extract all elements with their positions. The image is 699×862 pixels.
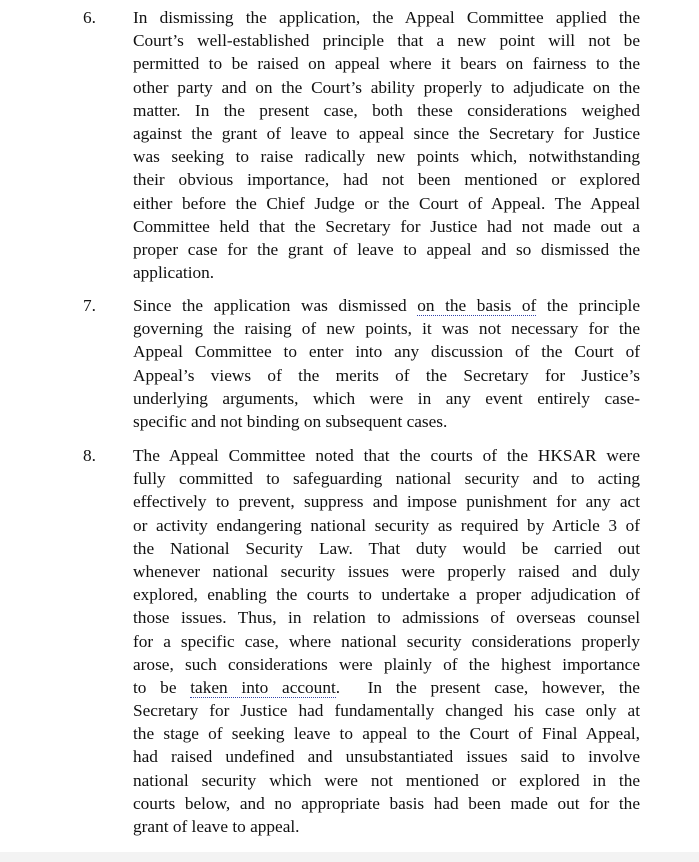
text-line: for a specific case, where national security considerations properly bbox=[133, 631, 640, 651]
text-line: other party and on the Court’s ability properly to adjudicate on the bbox=[133, 77, 640, 97]
text-run: to be bbox=[133, 677, 191, 697]
paragraph-number: 8. bbox=[83, 446, 96, 465]
text-line bbox=[133, 294, 640, 317]
text-line: governing the raising of new points, it was not necessary for the bbox=[133, 319, 640, 339]
text-line: grant of leave to appeal. bbox=[133, 817, 300, 836]
text-line: Secretary for Justice had fundamentally changed his case only at bbox=[133, 701, 640, 721]
proofing-marked-phrase[interactable]: taken into account bbox=[190, 677, 336, 697]
text-line: courts below, and no appropriate basis had been made out for the bbox=[133, 793, 640, 813]
text-line bbox=[133, 676, 640, 699]
text-line: whenever national security issues were properly raised and duly bbox=[133, 561, 640, 581]
text-line: In dismissing the application, the Appeal Committee applied the bbox=[133, 8, 640, 27]
text-line: underlying arguments, which were in any event entirely case- bbox=[133, 388, 640, 408]
text-line: proper case for the grant of leave to appeal and so dismissed the bbox=[133, 239, 640, 259]
text-line: or activity endangering national security as required by Article 3 of bbox=[133, 515, 640, 535]
text-line: Committee held that the Secretary for Justice had not made out a bbox=[133, 216, 640, 236]
text-line: Court’s well-established principle that a new point will not be bbox=[133, 31, 640, 51]
text-line: national security which were not mentioned or explored in the bbox=[133, 770, 640, 790]
text-line: Appeal Committee to enter into any discussion of the Court of bbox=[133, 342, 640, 362]
text-line: the stage of seeking leave to appeal to the Court of Final Appeal, bbox=[133, 724, 640, 744]
proofing-marked-phrase[interactable]: on the basis of bbox=[417, 296, 537, 315]
paragraph-body bbox=[133, 444, 640, 838]
text-line: their obvious importance, had not been mentioned or explored bbox=[133, 170, 640, 190]
text-run: . In the present case, however, the bbox=[335, 677, 640, 697]
text-line: the National Security Law. That duty would be carried out bbox=[133, 538, 640, 558]
text-line: either before the Chief Judge or the Court of Appeal. The Appeal bbox=[133, 193, 640, 213]
paragraph-number: 6. bbox=[83, 8, 96, 27]
page-bottom-edge bbox=[0, 852, 699, 862]
paragraph-body bbox=[133, 294, 640, 433]
text-line: explored, enabling the courts to undertake a proper adjudication of bbox=[133, 585, 640, 605]
text-line: was seeking to raise radically new points which, notwithstanding bbox=[133, 147, 640, 167]
paragraph-body bbox=[133, 6, 640, 284]
paragraph-number: 7. bbox=[83, 296, 96, 315]
text-run: Since the application was dismissed bbox=[133, 296, 418, 315]
text-line: matter. In the present case, both these considerations weighed bbox=[133, 100, 640, 120]
text-line: The Appeal Committee noted that the courts of the HKSAR were bbox=[133, 446, 640, 465]
text-line: those issues. Thus, in relation to admissions of overseas counsel bbox=[133, 608, 640, 628]
text-line: against the grant of leave to appeal since the Secretary for Justice bbox=[133, 123, 640, 143]
text-line: permitted to be raised on appeal where it bears on fairness to the bbox=[133, 54, 640, 74]
text-line: arose, such considerations were plainly of the highest importance bbox=[133, 654, 640, 674]
text-line: application. bbox=[133, 263, 215, 283]
text-line: had raised undefined and unsubstantiated issues said to involve bbox=[133, 747, 640, 767]
text-line: specific and not binding on subsequent cases. bbox=[133, 411, 448, 431]
text-line: fully committed to safeguarding national security and to acting bbox=[133, 469, 640, 489]
text-line: Appeal’s views of the merits of the Secretary for Justice’s bbox=[133, 365, 640, 385]
text-line: effectively to prevent, suppress and impose punishment for any act bbox=[133, 492, 640, 512]
text-run: the principle bbox=[536, 296, 640, 315]
